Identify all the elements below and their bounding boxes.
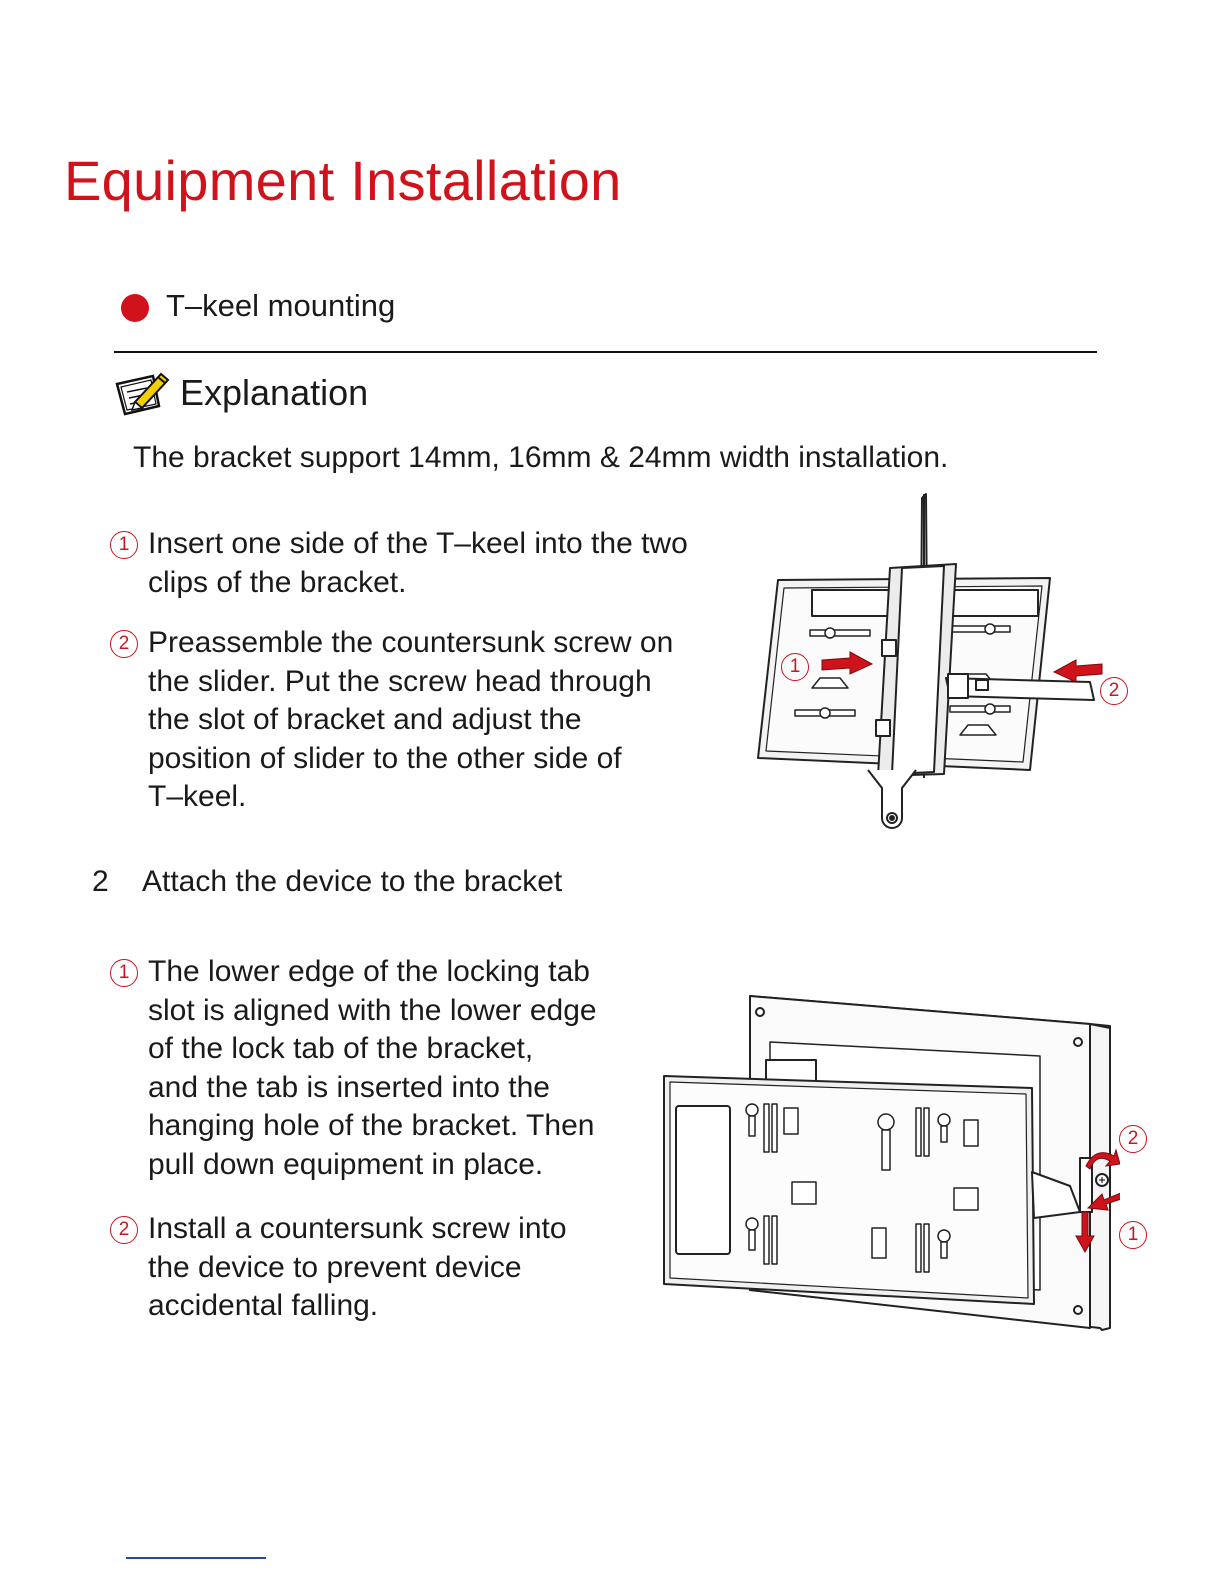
figure-callout-marker: 2 [1119, 1125, 1147, 1153]
page-title: Equipment Installation [64, 149, 622, 212]
substep-marker: 2 [110, 1216, 138, 1244]
note-heading: Explanation [180, 372, 369, 413]
figure-callout-marker: 1 [1119, 1221, 1147, 1249]
substep-marker: 1 [110, 959, 138, 987]
substep-marker: 1 [110, 531, 138, 559]
substep-marker: 2 [110, 630, 138, 658]
note-pencil-icon [113, 368, 173, 418]
figure-callout-marker: 1 [781, 653, 809, 681]
divider [114, 351, 1097, 353]
note-text: The bracket support 14mm, 16mm & 24mm width installation. [133, 441, 949, 474]
substep-text: Preassemble the countersunk screw on the slider. Put the screw head through the slot of bracket and adjust the position of slider to the other side of T–keel. [148, 626, 674, 814]
substep-text: The lower edge of the locking tab slot is aligned with the lower edge of the lock tab of the bracket, and the tab is inserted into the hanging hole of the bracket. Then pull down equipment in place. [148, 955, 597, 1181]
bottom-rule [126, 1557, 266, 1559]
figure-callout-marker: 2 [1100, 677, 1128, 705]
step-heading: Attach the device to the bracket [142, 865, 563, 898]
bullet-dot-icon [121, 294, 149, 322]
section-heading: T–keel mounting [166, 288, 396, 323]
substep-text: Install a countersunk screw into the device to prevent device accidental falling. [148, 1212, 567, 1323]
figure-device-bracket [660, 990, 1120, 1335]
substep-text: Insert one side of the T–keel into the two clips of the bracket. [148, 527, 688, 599]
step-number: 2 [92, 865, 109, 898]
